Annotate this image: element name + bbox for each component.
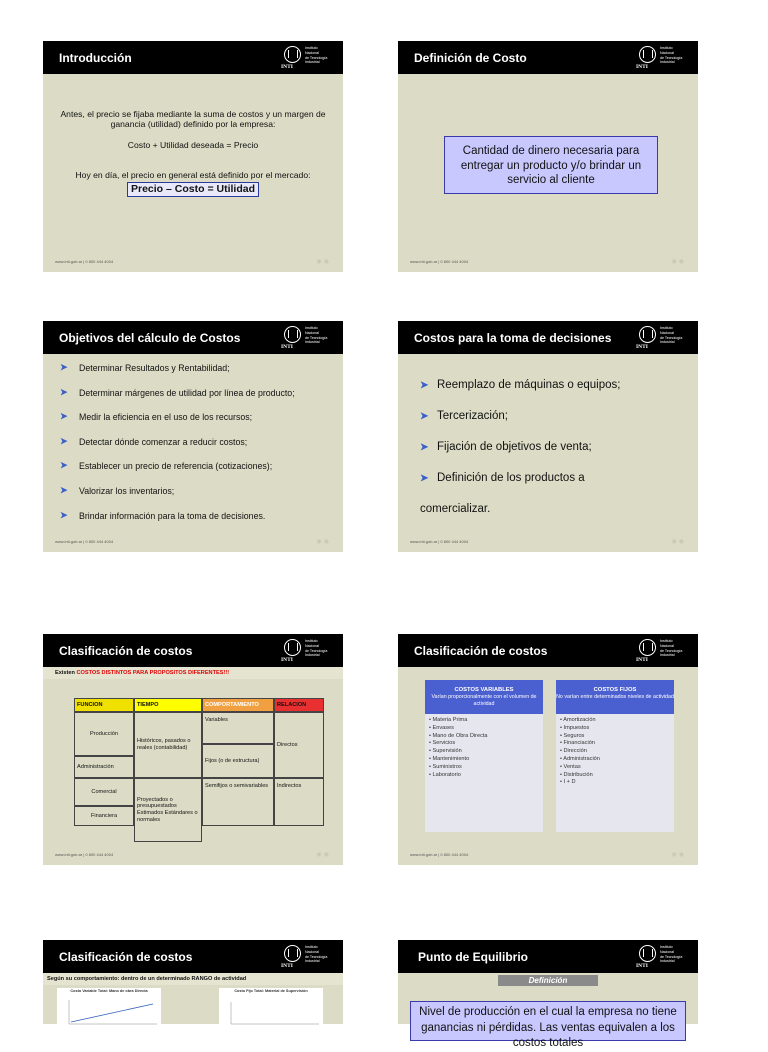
nav-dots: ◉◉ [316, 852, 331, 858]
slide-header [398, 940, 698, 973]
table-cell: Directos [274, 712, 324, 778]
list-item: ➤ Brindar información para la toma de decisiones. [60, 509, 266, 521]
arrow-bullet-icon: ➤ [420, 442, 429, 453]
list-item: • Mano de Obra Directa [429, 732, 488, 739]
fixed-cost-mini-chart [219, 988, 323, 1028]
mini-chart-title: Costo Fijo Total: Material de Supervisión [234, 989, 308, 993]
fixed-costs-list [556, 714, 674, 787]
intro-formula-1: Costo + Utilidad deseada = Precio [127, 139, 259, 150]
arrow-bullet-icon: ➤ [60, 435, 68, 446]
slide-title: Clasificación de costos [59, 644, 193, 658]
list-item: • Supervisión [429, 748, 462, 755]
list-item: • Seguros [560, 732, 585, 739]
equilibrium-definition: Nivel de producción en el cual la empresa no tiene ganancias ni pérdidas. Las ventas equivalen a los costos totales [410, 1001, 686, 1041]
table-cell: Administración [74, 756, 134, 778]
slide-subtitle: Según su comportamiento: dentro de un determinado RANGO de actividad [43, 973, 343, 985]
list-item: • Mantenimiento [429, 755, 470, 762]
list-item-continuation: comercializar. [420, 503, 491, 515]
intro-paragraph-1: Antes, el precio se fijaba mediante la suma de costos y un margen de ganancia (utilidad) definido por la empresa: [60, 109, 326, 130]
slide-header [398, 41, 698, 74]
table-header: COMPORTAMIENTO [202, 698, 274, 712]
slide-header [398, 634, 698, 667]
objectives-list [60, 363, 340, 535]
list-item: ➤ Establecer un precio de referencia (cotizaciones); [60, 460, 273, 472]
table-cell: Fijos (o de estructura) [202, 744, 274, 778]
variable-costs-banner: COSTOS VARIABLES Varían proporcionalmente con el volumen de actividad [425, 680, 543, 714]
list-item: • Envases [429, 724, 454, 731]
list-item: ➤ Detectar dónde comenzar a reducir costos; [60, 435, 248, 447]
slide-title: Costos para la toma de decisiones [414, 331, 612, 345]
slide-title: Clasificación de costos [414, 644, 548, 658]
slide-clasificacion-comportamiento [43, 940, 343, 1024]
arrow-bullet-icon: ➤ [420, 380, 429, 391]
list-item: • I + D [560, 779, 576, 786]
table-cell: Proyectados o presupuestados Estimados Estándares o normales [134, 778, 202, 842]
footer-text: www.inti.gob.ar | 0 800 444 4004 [410, 852, 469, 857]
arrow-bullet-icon: ➤ [60, 411, 68, 422]
definition-banner: Definición [498, 975, 598, 986]
slide-title: Introducción [59, 51, 132, 65]
decisions-list [420, 379, 690, 534]
slide-punto-equilibrio [398, 940, 698, 1049]
slide-clasificacion-variables-fijos [398, 634, 698, 865]
variable-cost-line [71, 1004, 153, 1022]
slide-clasificacion-tabla [43, 634, 343, 865]
table-cell: Financiera [74, 806, 134, 826]
nav-dots: ◉◉ [671, 259, 686, 265]
intro-paragraph-2: Hoy en día, el precio en general está definido por el mercado: [75, 170, 311, 181]
list-item: • Financiación [560, 740, 595, 747]
inti-logo: INTI Instituto Nacional de Tecnología Industrial [281, 326, 328, 350]
list-item: ➤ Medir la eficiencia en el uso de los recursos; [60, 411, 253, 423]
table-cell: Semifijos o semivariables [202, 778, 274, 826]
arrow-bullet-icon: ➤ [420, 411, 429, 422]
slide-title: Definición de Costo [414, 51, 527, 65]
inti-logo: INTI Instituto Nacional de Tecnología Industrial [636, 46, 683, 70]
arrow-bullet-icon: ➤ [60, 509, 68, 520]
list-item: • Impuestos [560, 724, 590, 731]
table-header: TIEMPO [134, 698, 202, 712]
arrow-bullet-icon: ➤ [420, 473, 429, 484]
table-header: FUNCION [74, 698, 134, 712]
table-header: RELACION [274, 698, 324, 712]
list-item: • Suministros [429, 763, 462, 770]
slide-header [43, 634, 343, 667]
list-item: ➤ Determinar márgenes de utilidad por línea de producto; [60, 386, 295, 398]
intro-text [57, 109, 329, 197]
nav-dots: ◉◉ [316, 259, 331, 265]
nav-dots: ◉◉ [316, 539, 331, 545]
list-item: • Administración [560, 755, 600, 762]
inti-logo: INTI Instituto Nacional de Tecnología Industrial [281, 945, 328, 969]
variable-costs-card [425, 680, 543, 832]
list-item: • Amortización [560, 717, 596, 723]
fixed-costs-card [556, 680, 674, 832]
slide-introduccion [43, 41, 343, 272]
slide-toma-decisiones [398, 321, 698, 552]
list-item: • Materia Prima [429, 717, 468, 723]
inti-logo: INTI Instituto Nacional de Tecnología Industrial [636, 945, 683, 969]
list-item: • Ventas [560, 763, 581, 770]
footer-text: www.inti.gob.ar | 0 800 444 4004 [55, 852, 114, 857]
footer-text: www.inti.gob.ar | 0 800 444 4004 [55, 259, 114, 264]
slide-subtitle: Existen COSTOS DISTINTOS PARA PROPOSITOS DIFERENTES!!! [43, 667, 343, 679]
arrow-bullet-icon: ➤ [60, 460, 68, 471]
arrow-bullet-icon: ➤ [60, 484, 68, 495]
inti-logo: INTI Instituto Nacional de Tecnología Industrial [636, 326, 683, 350]
list-item: • Servicios [429, 740, 456, 747]
slide-objetivos [43, 321, 343, 552]
footer-text: www.inti.gob.ar | 0 800 444 4004 [410, 539, 469, 544]
slide-title: Objetivos del cálculo de Costos [59, 331, 241, 345]
list-item: • Distribución [560, 771, 593, 778]
nav-dots: ◉◉ [671, 539, 686, 545]
nav-dots: ◉◉ [671, 852, 686, 858]
list-item: ➤ Definición de los productos a [420, 472, 585, 484]
list-item: ➤ Valorizar los inventarios; [60, 484, 175, 496]
inti-logo: INTI Instituto Nacional de Tecnología Industrial [636, 639, 683, 663]
intro-formula-2: Precio – Costo = Utilidad [127, 182, 259, 197]
inti-logo: INTI Instituto Nacional de Tecnología Industrial [281, 46, 328, 70]
list-item: • Dirección [560, 748, 587, 755]
table-cell: Producción [74, 712, 134, 756]
slide-definicion-costo [398, 41, 698, 272]
classification-table [74, 698, 324, 842]
arrow-bullet-icon: ➤ [60, 386, 68, 397]
footer-text: www.inti.gob.ar | 0 800 444 4004 [55, 539, 114, 544]
slide-header [43, 940, 343, 973]
list-item: ➤ Fijación de objetivos de venta; [420, 441, 592, 453]
arrow-bullet-icon: ➤ [60, 362, 68, 372]
slide-header [398, 321, 698, 354]
list-item: • Laboratorio [429, 771, 461, 778]
list-item: ➤ Reemplazo de máquinas o equipos; [420, 379, 621, 391]
table-cell: Indirectos [274, 778, 324, 826]
table-cell: Históricos, pasados o reales (contabilidad) [134, 712, 202, 778]
definition-box: Cantidad de dinero necesaria para entregar un producto y/o brindar un servicio al cliente [444, 136, 658, 194]
slide-header [43, 321, 343, 354]
list-item: ➤ Tercerización; [420, 410, 508, 422]
variable-cost-mini-chart [57, 988, 161, 1028]
list-item: ➤ Determinar Resultados y Rentabilidad; [60, 362, 230, 373]
inti-logo: INTI Instituto Nacional de Tecnología Industrial [281, 639, 328, 663]
slide-header [43, 41, 343, 74]
table-cell: Comercial [74, 778, 134, 806]
slide-title: Punto de Equilibrio [418, 950, 528, 964]
variable-costs-list [425, 714, 543, 779]
mini-chart-title: Costo Variable Total: Mano de obra Directa [70, 989, 148, 993]
fixed-costs-banner: COSTOS FIJOS No varían entre determinados niveles de actividad [556, 680, 674, 714]
slide-title: Clasificación de costos [59, 950, 193, 964]
footer-text: www.inti.gob.ar | 0 800 444 4004 [410, 259, 469, 264]
table-cell: Variables [202, 712, 274, 744]
